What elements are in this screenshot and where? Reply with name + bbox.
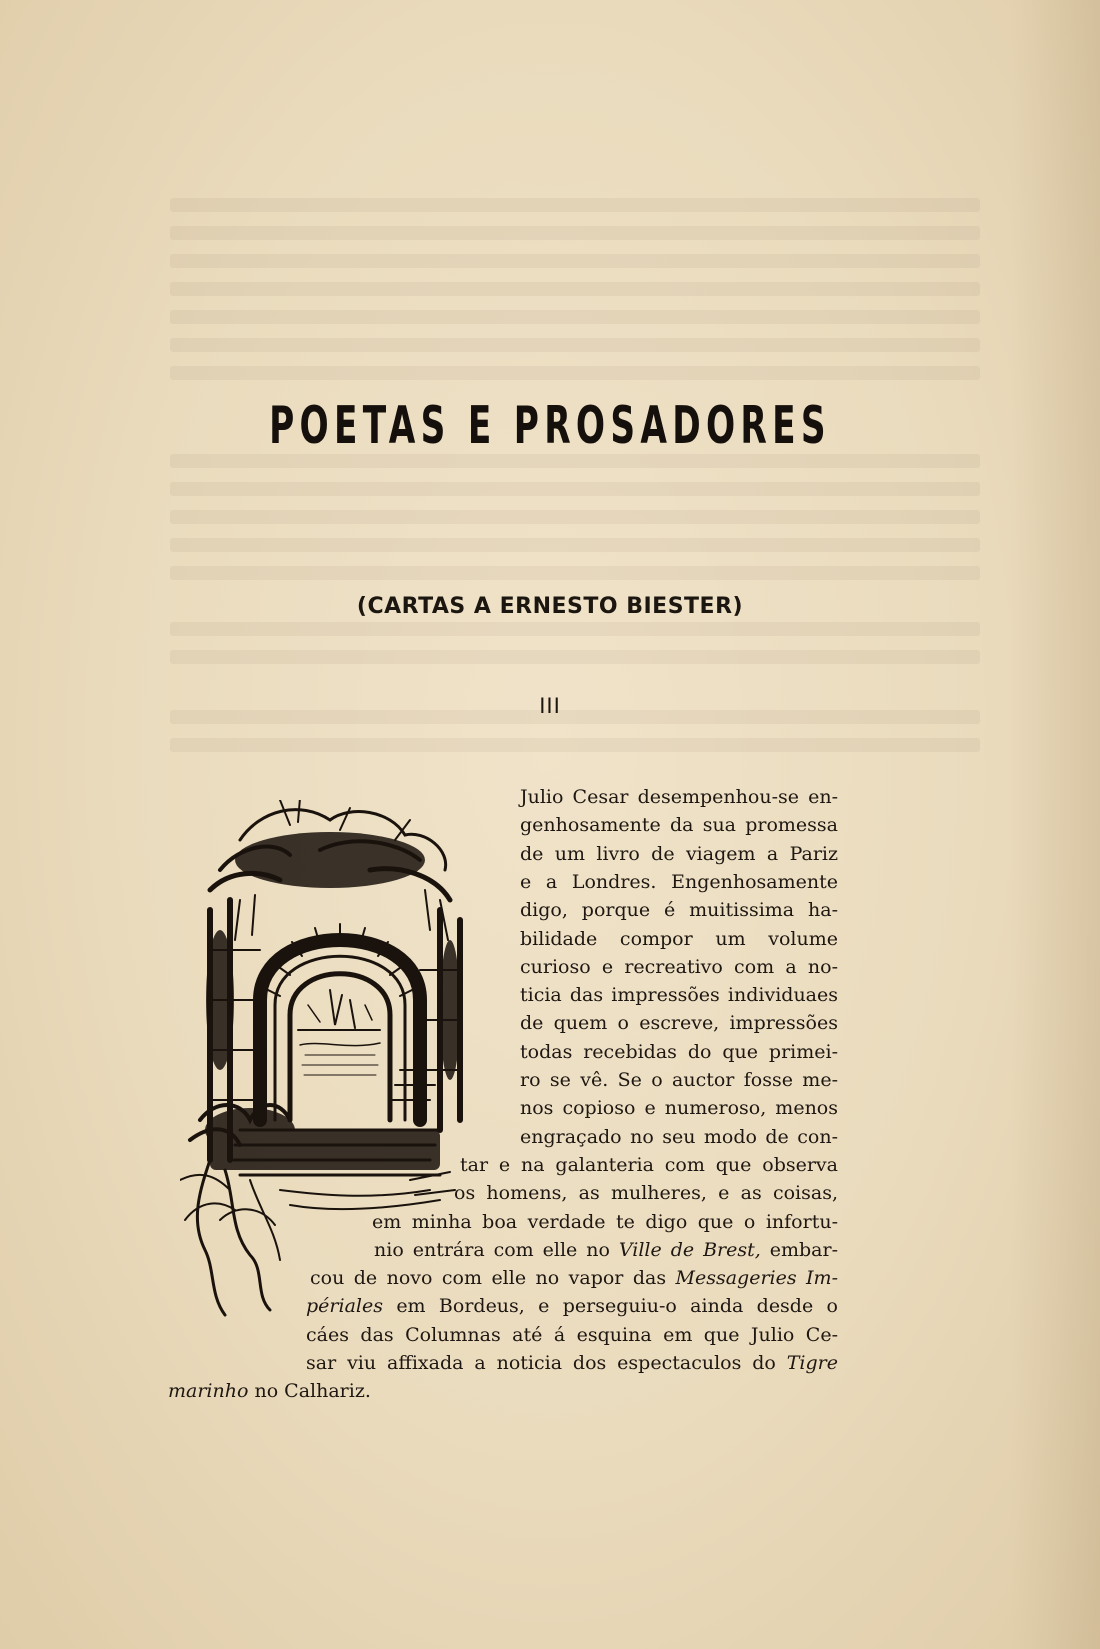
body-text-line: digo, porque é muitissima ha- [520,899,838,921]
body-text-line: e a Londres. Engenhosamente [520,871,838,893]
body-text-line: de quem o escreve, impressões [520,1012,838,1034]
body-text-line: marinho no Calhariz. [168,1380,371,1402]
body-text-line: cou de novo com elle no vapor das Messageries Im- [310,1267,838,1289]
body-text-line: engraçado no seu modo de con- [520,1126,838,1148]
article-subtitle: (CARTAS A ERNESTO BIESTER) [356,594,744,619]
article-title: POETAS E PROSADORES [269,396,831,456]
body-text-line: nio entrára com elle no Ville de Brest, embar- [374,1239,839,1261]
body-text-line: nos copioso e numeroso, menos [520,1097,838,1119]
body-text-line: curioso e recreativo com a no- [520,956,838,978]
body-text-line: em minha boa verdade te digo que o infortu- [372,1211,838,1233]
body-text-line: de um livro de viagem a Pariz [520,843,838,865]
body-text-line: genhosamente da sua promessa [520,814,838,836]
body-text-line: cáes das Columnas até á esquina em que Julio Ce- [306,1324,838,1346]
body-text-line: bilidade compor um volume [520,928,838,950]
body-text-line: ticia das impressões individuaes [520,984,838,1006]
body-text-line: périales em Bordeus, e perseguiu-o ainda desde o [306,1295,838,1317]
body-text-line: sar viu affixada a noticia dos espectaculos do Tigre [306,1352,838,1374]
body-text-line: Julio Cesar desempenhou-se en- [520,786,838,808]
body-text-line: ro se vê. Se o auctor fosse me- [520,1069,838,1091]
body-text-line: tar e na galanteria com que observa [460,1154,838,1176]
page-edge-shadow [1010,0,1100,1649]
body-text-line: todas recebidas do que primei- [520,1041,838,1063]
section-number: III [539,694,561,718]
body-text-line: os homens, as mulheres, e as coisas, [454,1182,838,1204]
